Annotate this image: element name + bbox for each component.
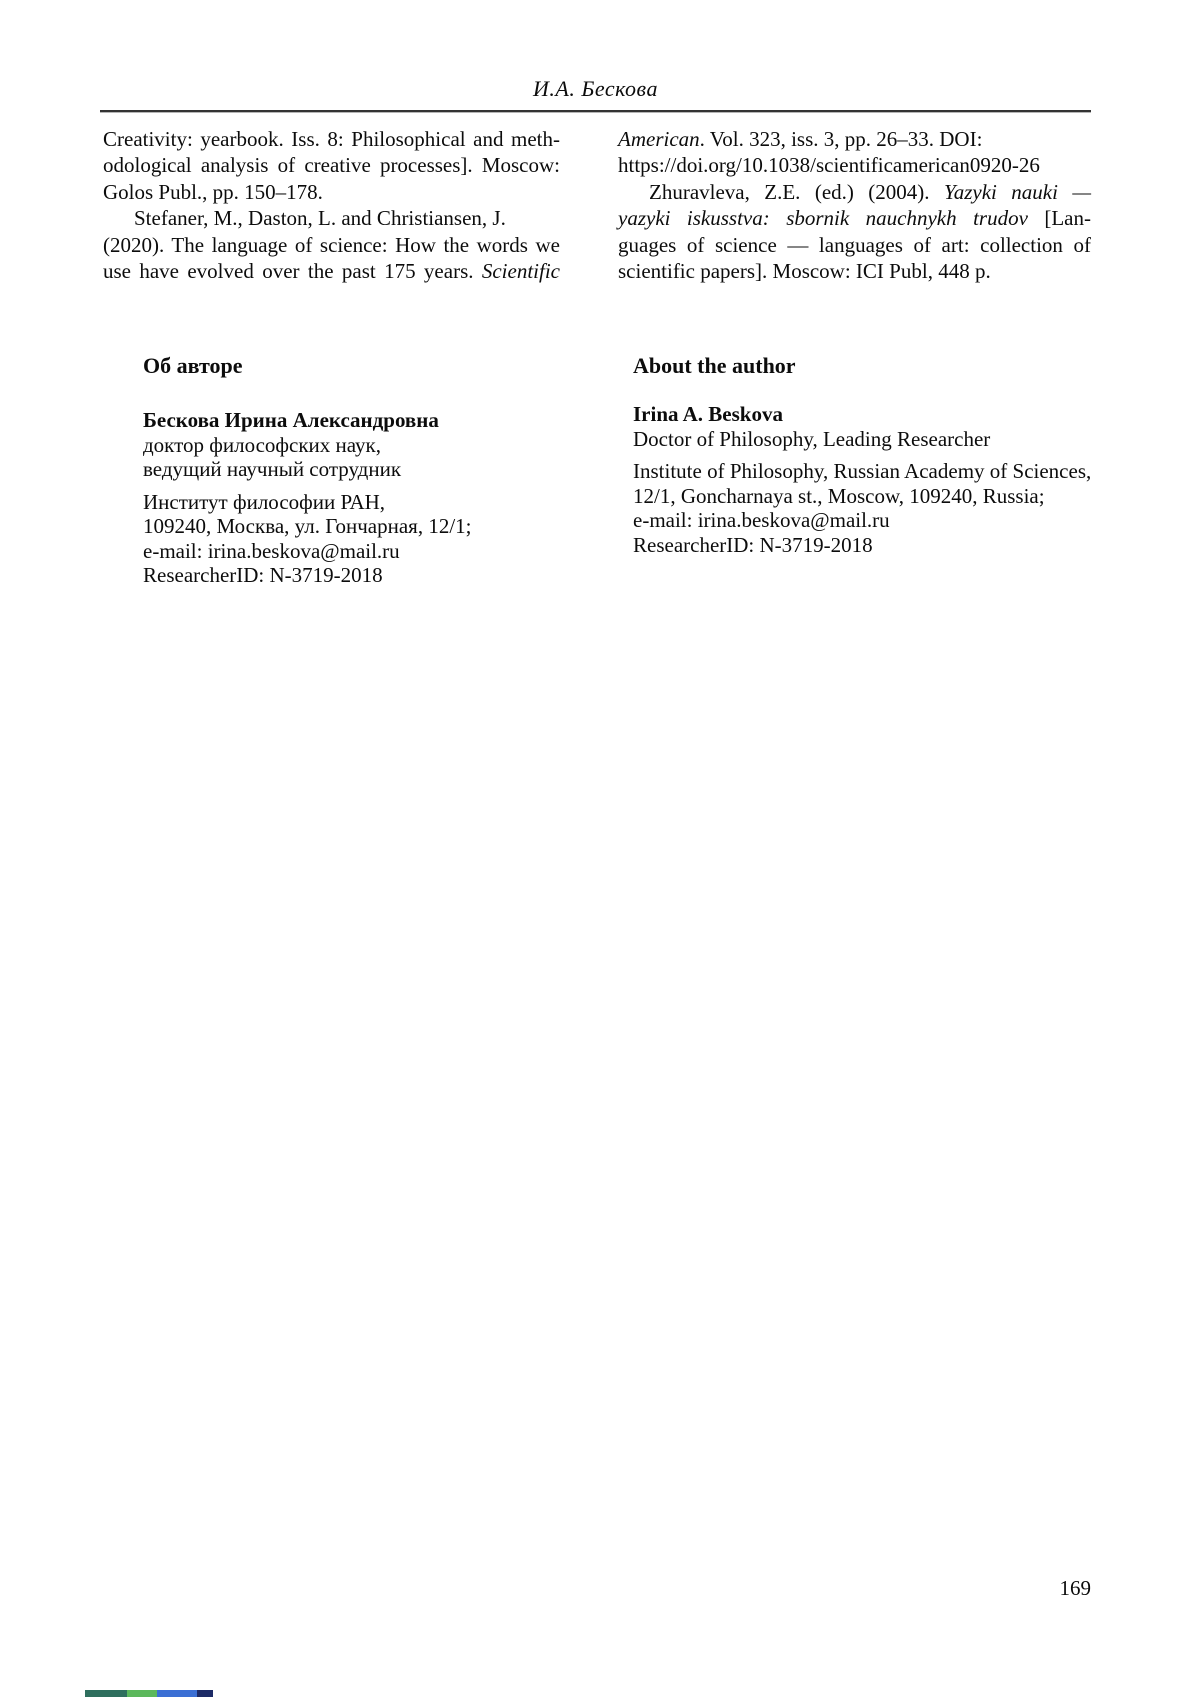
reference-line: scientific papers]. Moscow: ICI Publ, 448 p. [618, 259, 991, 284]
reference-line: yazyki iskusstva: sbornik nauchnykh trudov [Lan- [618, 206, 1091, 231]
reference-line: Creativity: yearbook. Iss. 8: Philosophical and meth- [103, 127, 560, 151]
author-info-block-en [633, 402, 1103, 565]
reference-line: American. Vol. 323, iss. 3, pp. 26–33. DOI: [618, 127, 983, 151]
reference-line: odological analysis of creative processes]. Moscow: [103, 153, 560, 178]
author-detail-line: ResearcherID: N-3719-2018 [633, 532, 873, 557]
author-detail-line: e-mail: irina.beskova@mail.ru [143, 538, 400, 563]
author-name-line: Irina A. Beskova [633, 402, 783, 426]
strip-segment [127, 1690, 157, 1697]
strip-segment [157, 1690, 197, 1697]
reference-line: use have evolved over the past 175 years. Scientific [103, 259, 560, 284]
author-detail-line: Institute of Philosophy, Russian Academy of Sciences, [633, 459, 1092, 483]
reference-line: Golos Publ., pp. 150–178. [103, 179, 323, 204]
references-column-left [103, 126, 560, 284]
author-paragraph [633, 459, 1103, 557]
author-detail-line: 12/1, Goncharnaya st., Moscow, 109240, Russia; [633, 483, 1045, 508]
author-info-block-ru [143, 408, 583, 596]
reference-line: https://doi.org/10.1038/scientificamerican0920-26 [618, 153, 1040, 178]
reference-line: Zhuravleva, Z.E. (ed.) (2004). Yazyki nauki — [649, 179, 1091, 204]
author-detail-line: ResearcherID: N-3719-2018 [143, 563, 383, 587]
strip-segment [85, 1690, 127, 1697]
author-paragraph [143, 490, 583, 588]
strip-segment [197, 1690, 213, 1697]
author-detail-line: доктор философских наук, [143, 432, 381, 457]
bottom-color-strip [85, 1690, 213, 1697]
author-detail-line: Институт философии РАН, [143, 489, 386, 514]
page-number: 169 [1059, 1576, 1091, 1600]
about-author-heading-ru: Об авторе [143, 353, 243, 378]
reference-line: guages of science — languages of art: collection of [618, 232, 1091, 257]
author-detail-line: ведущий научный сотрудник [143, 457, 402, 481]
reference-line: Stefaner, M., Daston, L. and Christiansen, J. [134, 206, 506, 231]
references-column-right [618, 126, 1091, 284]
about-author-heading-en: About the author [633, 353, 796, 378]
author-detail-line: Doctor of Philosophy, Leading Researcher [633, 426, 991, 451]
author-detail-line: 109240, Москва, ул. Гончарная, 12/1; [143, 514, 472, 538]
author-detail-line: e-mail: irina.beskova@mail.ru [633, 508, 890, 532]
header-rule [100, 110, 1091, 113]
running-header-author: И.А. Бескова [533, 76, 658, 101]
reference-line: (2020). The language of science: How the words we [103, 232, 560, 257]
author-paragraph [143, 408, 583, 482]
author-paragraph [633, 402, 1103, 451]
author-name-line: Бескова Ирина Александровна [143, 408, 439, 432]
